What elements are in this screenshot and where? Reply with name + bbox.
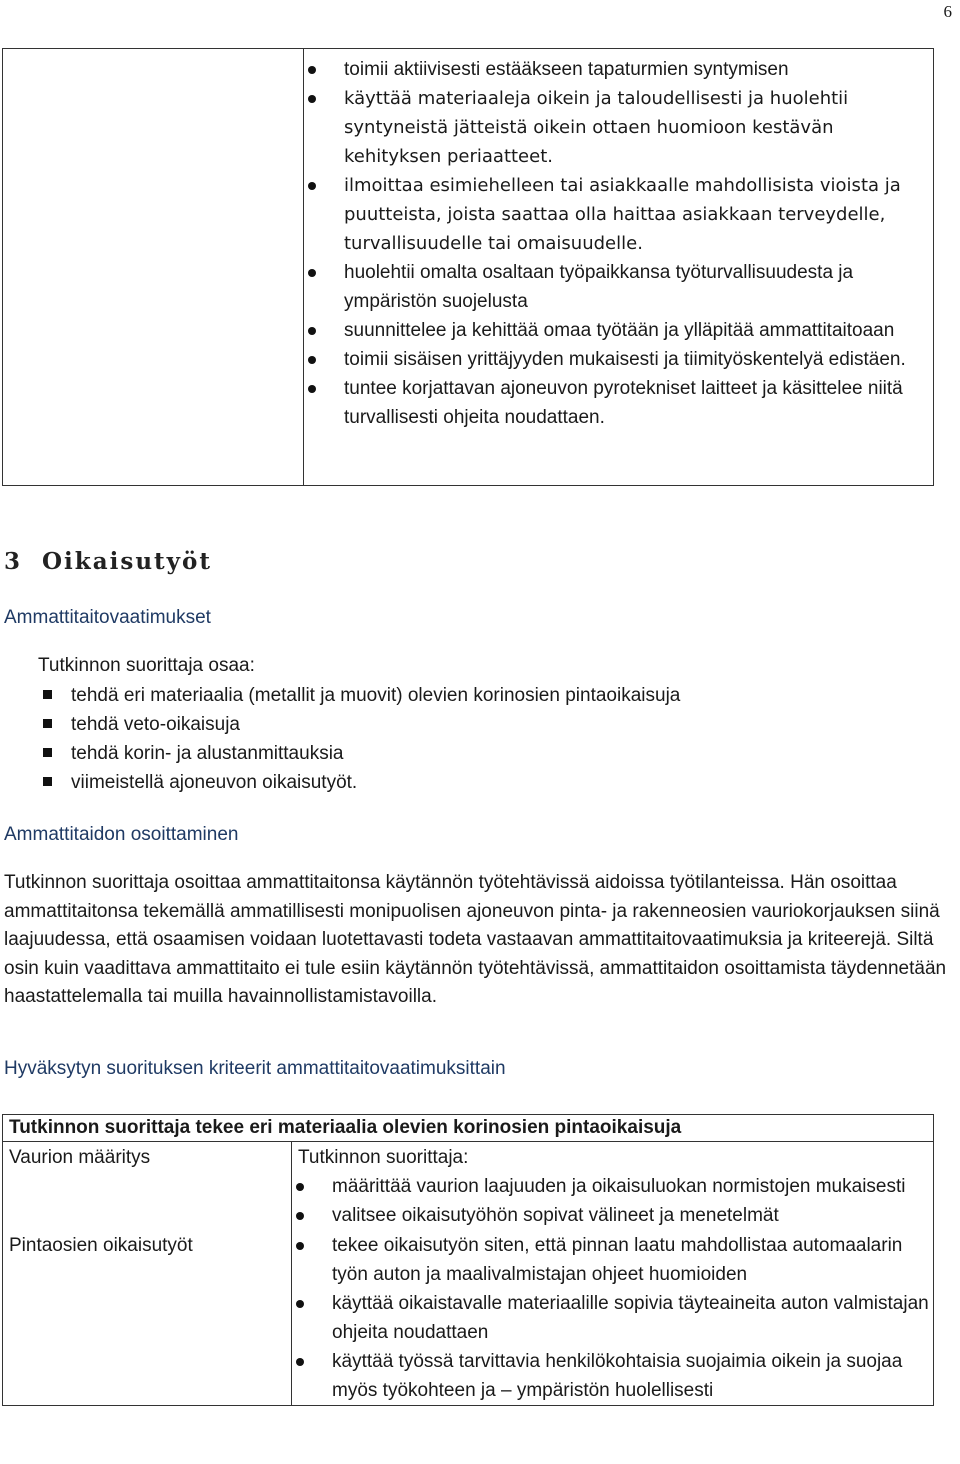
list-item: tehdä eri materiaalia (metallit ja muovit) olevien korinosien pintaoikaisuja <box>38 681 938 710</box>
list-item: toimii aktiivisesti estääkseen tapaturmien syntymisen <box>304 55 933 84</box>
square-bullet-icon <box>43 777 52 786</box>
list-item: valitsee oikaisutyöhön sopivat välineet ja menetelmät <box>292 1201 933 1230</box>
top-table-list <box>304 55 933 432</box>
bullet-icon <box>296 1358 304 1366</box>
list-item: käyttää työssä tarvittavia henkilökohtaisia suojaimia oikein ja suojaa myös työkohteen ja – ympäristön huolellisesti <box>292 1347 933 1405</box>
criteria-row-label-cell <box>3 1142 292 1231</box>
criteria-table-title: Tutkinnon suorittaja tekee eri materiaalia olevien korinosien pintaoikaisuja <box>9 1117 682 1138</box>
list-item: määrittää vaurion laajuuden ja oikaisuluokan normistojen mukaisesti <box>292 1172 933 1201</box>
top-table <box>2 48 934 486</box>
list-item: suunnittelee ja kehittää omaa työtään ja ylläpitää ammattitaitoaan <box>304 316 933 345</box>
list-item: toimii sisäisen yrittäjyyden mukaisesti ja tiimityöskentelyä edistäen. <box>304 345 933 374</box>
bullet-icon <box>308 269 316 277</box>
criteria-list <box>292 1230 933 1405</box>
top-table-right-cell <box>304 49 934 486</box>
list-item: tekee oikaisutyön siten, että pinnan laatu mahdollistaa automaalarin työn auton ja maalivalmistajan ohjeet huomioiden <box>292 1231 933 1289</box>
square-bullet-icon <box>43 748 52 757</box>
criteria-list <box>292 1172 933 1230</box>
square-bullet-icon <box>43 690 52 699</box>
list-item: tuntee korjattavan ajoneuvon pyrotekniset laitteet ja käsittelee niitä turvallisesti ohjeita noudattaen. <box>304 374 933 432</box>
criteria-table-title-cell <box>3 1115 934 1142</box>
section-heading: 3 Oikaisutyöt <box>4 548 212 575</box>
bullet-icon <box>296 1212 304 1220</box>
bullet-icon <box>308 182 316 190</box>
criteria-row-content-cell <box>292 1230 934 1406</box>
page-number: 6 <box>943 2 952 21</box>
criteria-row-label: Pintaosien oikaisutyöt <box>9 1235 193 1256</box>
bullet-icon <box>308 327 316 335</box>
bullet-icon <box>296 1242 304 1250</box>
bullet-icon <box>296 1183 304 1191</box>
criteria-row-content-cell <box>292 1142 934 1231</box>
square-bullet-icon <box>43 719 52 728</box>
top-table-left-cell <box>3 49 304 486</box>
list-item: tehdä korin- ja alustanmittauksia <box>38 739 938 768</box>
bullet-icon <box>296 1300 304 1308</box>
demo-heading: Ammattitaidon osoittaminen <box>4 824 239 845</box>
list-item: ilmoittaa esimiehelleen tai asiakkaalle mahdollisista vioista ja puutteista, joista saattaa olla haittaa asiakkaan terveydelle, turvallisuudelle tai omaisuudelle. <box>304 171 933 258</box>
requirements-list <box>38 681 938 797</box>
bullet-icon <box>308 66 316 74</box>
bullet-icon <box>308 95 316 103</box>
criteria-heading: Hyväksytyn suorituksen kriteerit ammattitaitovaatimuksittain <box>4 1058 506 1079</box>
bullet-icon <box>308 385 316 393</box>
demo-paragraph: Tutkinnon suorittaja osoittaa ammattitaitonsa käytännön työtehtävissä aidoissa työtilanteissa. Hän osoittaa ammattitaitonsa tekemällä ammatillisesti monipuolisen ajoneuvon pinta- ja rakenneosien vauriokorjauksen siinä laajuudessa, että osaamisen voidaan luotettavasti todeta vastaavan ammattitaitovaatimuksia ja kriteerejä. Siltä osin kuin vaadittava ammattitaito ei tule esiin käytännön työtehtävissä, ammattitaidon osoittamista täydennetään haastattelemalla tai muilla havainnollistamistavoilla. <box>4 872 947 1007</box>
criteria-header-right: Tutkinnon suorittaja: <box>298 1147 469 1168</box>
requirements-heading: Ammattitaitovaatimukset <box>4 607 211 628</box>
list-item: tehdä veto-oikaisuja <box>38 710 938 739</box>
criteria-row-label: Vaurion määritys <box>9 1147 151 1168</box>
bullet-icon <box>308 356 316 364</box>
list-item: käyttää oikaistavalle materiaalille sopivia täyteaineita auton valmistajan ohjeita noudattaen <box>292 1289 933 1347</box>
list-item: huolehtii omalta osaltaan työpaikkansa työturvallisuudesta ja ympäristön suojelusta <box>304 258 933 316</box>
requirements-intro: Tutkinnon suorittaja osaa: <box>38 655 255 676</box>
list-item: viimeistellä ajoneuvon oikaisutyöt. <box>38 768 938 797</box>
criteria-table <box>2 1114 934 1406</box>
list-item: käyttää materiaaleja oikein ja taloudellisesti ja huolehtii syntyneistä jätteistä oikein ottaen huomioon kestävän kehityksen periaatteet. <box>304 84 933 171</box>
criteria-row-label-cell <box>3 1230 292 1406</box>
